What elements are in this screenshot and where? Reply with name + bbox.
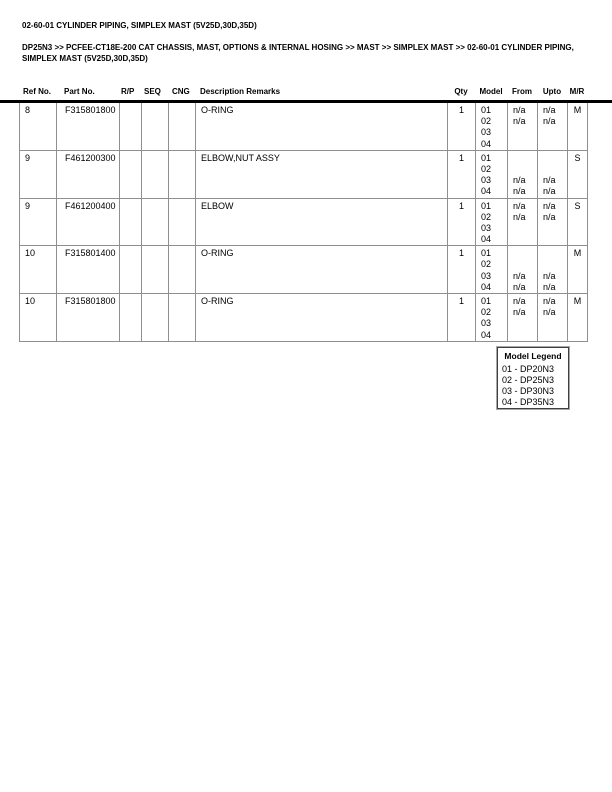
upto-line xyxy=(543,259,565,270)
model-line: 02 xyxy=(481,163,492,174)
from-line xyxy=(513,164,535,175)
rp-cell xyxy=(120,198,142,246)
from-line: n/a xyxy=(513,105,526,115)
upto-line xyxy=(543,223,565,234)
model-line: 02 xyxy=(481,259,492,270)
qty-cell: 1 xyxy=(448,150,476,198)
legend-item: 01 - DP20N3 xyxy=(502,364,555,374)
upto-line: n/a xyxy=(543,211,556,222)
model-legend xyxy=(497,347,569,409)
upto-line xyxy=(543,164,565,175)
upto-line xyxy=(543,248,565,259)
upto-line: n/a xyxy=(543,307,556,318)
upto-cell xyxy=(538,294,568,342)
table-row xyxy=(20,246,588,294)
header-from: From xyxy=(512,87,532,96)
mr-cell: M xyxy=(568,246,588,294)
model-line: 03 xyxy=(481,270,492,281)
seq-cell xyxy=(142,198,169,246)
from-line xyxy=(513,139,535,150)
header-part-no: Part No. xyxy=(64,87,95,96)
breadcrumb: DP25N3 >> PCFEE-CT18E-200 CAT CHASSIS, MAST, OPTIONS & INTERNAL HOSING >> MAST >> SIMPLEX MAST >> 02-60-01 CYLINDER PIPING, SIMPLEX MAST (5V25D,30D,35D) xyxy=(22,43,574,63)
from-line: n/a xyxy=(513,186,526,197)
from-cell xyxy=(508,103,538,150)
upto-line: n/a xyxy=(543,105,556,115)
table-row xyxy=(20,150,588,198)
table-header-row xyxy=(19,87,587,96)
from-cell xyxy=(508,198,538,246)
mr-cell: S xyxy=(568,198,588,246)
ref-no-cell: 9 xyxy=(20,150,57,198)
from-line: n/a xyxy=(513,281,526,292)
part-no-cell: F315801800 xyxy=(57,294,120,342)
mr-cell: M xyxy=(568,294,588,342)
upto-line: n/a xyxy=(543,116,556,127)
table-row xyxy=(20,103,588,150)
seq-cell xyxy=(142,103,169,150)
from-line xyxy=(513,318,535,329)
model-line: 03 xyxy=(481,127,492,138)
from-cell xyxy=(508,246,538,294)
upto-line xyxy=(543,127,565,138)
model-line: 01 xyxy=(481,296,492,306)
model-line: 04 xyxy=(481,234,492,245)
upto-line xyxy=(543,234,565,245)
cng-cell xyxy=(169,294,196,342)
from-line xyxy=(513,127,535,138)
qty-cell: 1 xyxy=(448,198,476,246)
qty-cell: 1 xyxy=(448,246,476,294)
table-row xyxy=(20,198,588,246)
part-no-cell: F315801800 xyxy=(57,103,120,150)
cng-cell xyxy=(169,150,196,198)
upto-cell xyxy=(538,103,568,150)
model-line: 01 xyxy=(481,105,492,115)
legend-item: 02 - DP25N3 xyxy=(502,375,555,385)
header-upto: Upto xyxy=(542,87,562,96)
rp-cell xyxy=(120,103,142,150)
header-model: Model xyxy=(479,87,503,96)
upto-line: n/a xyxy=(543,270,556,281)
header-mr: M/R xyxy=(569,87,585,96)
model-cell xyxy=(476,246,508,294)
description-cell: O-RING xyxy=(196,294,448,342)
upto-line: n/a xyxy=(543,200,556,211)
model-line: 01 xyxy=(481,248,492,259)
description-cell: ELBOW xyxy=(196,198,448,246)
seq-cell xyxy=(142,246,169,294)
ref-no-cell: 10 xyxy=(20,294,57,342)
ref-no-cell: 9 xyxy=(20,198,57,246)
qty-cell: 1 xyxy=(448,103,476,150)
ref-no-cell: 10 xyxy=(20,246,57,294)
description-cell: O-RING xyxy=(196,246,448,294)
upto-line: n/a xyxy=(543,175,556,186)
model-line: 03 xyxy=(481,318,492,329)
from-line: n/a xyxy=(513,200,526,211)
from-line xyxy=(513,330,535,341)
from-line xyxy=(513,223,535,234)
header-qty: Qty xyxy=(454,87,468,96)
model-line: 01 xyxy=(481,152,492,163)
model-line: 04 xyxy=(481,186,492,197)
cng-cell xyxy=(169,103,196,150)
description-cell: ELBOW,NUT ASSY xyxy=(196,150,448,198)
parts-table xyxy=(19,103,588,342)
from-line xyxy=(513,259,535,270)
model-cell xyxy=(476,294,508,342)
upto-line xyxy=(543,330,565,341)
from-line: n/a xyxy=(513,211,526,222)
ref-no-cell: 8 xyxy=(20,103,57,150)
upto-line xyxy=(543,153,565,164)
from-cell xyxy=(508,150,538,198)
upto-line: n/a xyxy=(543,296,556,306)
rp-cell xyxy=(120,294,142,342)
from-line: n/a xyxy=(513,270,526,281)
from-cell xyxy=(508,294,538,342)
seq-cell xyxy=(142,294,169,342)
upto-line xyxy=(543,139,565,150)
from-line xyxy=(513,234,535,245)
model-line: 04 xyxy=(481,329,492,340)
from-line: n/a xyxy=(513,307,526,318)
header-description: Description Remarks xyxy=(200,87,281,96)
header-ref-no: Ref No. xyxy=(23,87,51,96)
rp-cell xyxy=(120,246,142,294)
model-line: 04 xyxy=(481,138,492,149)
model-line: 04 xyxy=(481,281,492,292)
model-cell xyxy=(476,150,508,198)
mr-cell: M xyxy=(568,103,588,150)
upto-line: n/a xyxy=(543,186,556,197)
from-line: n/a xyxy=(513,116,526,127)
model-line: 03 xyxy=(481,222,492,233)
from-line: n/a xyxy=(513,175,526,186)
seq-cell xyxy=(142,150,169,198)
mr-cell: S xyxy=(568,150,588,198)
from-line xyxy=(513,153,535,164)
model-cell xyxy=(476,103,508,150)
model-cell xyxy=(476,198,508,246)
model-line: 01 xyxy=(481,200,492,211)
upto-cell xyxy=(538,198,568,246)
model-line: 03 xyxy=(481,175,492,186)
upto-cell xyxy=(538,150,568,198)
legend-item: 04 - DP35N3 xyxy=(502,397,555,407)
table-row xyxy=(20,294,588,342)
model-line: 02 xyxy=(481,211,492,222)
page-title: 02-60-01 CYLINDER PIPING, SIMPLEX MAST (5V25D,30D,35D) xyxy=(22,21,257,30)
legend-item: 03 - DP30N3 xyxy=(502,386,555,396)
model-legend-title: Model Legend xyxy=(504,351,562,361)
header-seq: SEQ xyxy=(144,87,161,96)
from-line xyxy=(513,248,535,259)
cng-cell xyxy=(169,198,196,246)
cng-cell xyxy=(169,246,196,294)
qty-cell: 1 xyxy=(448,294,476,342)
part-no-cell: F461200400 xyxy=(57,198,120,246)
model-legend-items xyxy=(498,364,568,408)
part-no-cell: F461200300 xyxy=(57,150,120,198)
header-rp: R/P xyxy=(121,87,135,96)
model-line: 02 xyxy=(481,307,492,318)
model-line: 02 xyxy=(481,116,492,127)
upto-cell xyxy=(538,246,568,294)
part-no-cell: F315801400 xyxy=(57,246,120,294)
description-cell: O-RING xyxy=(196,103,448,150)
rp-cell xyxy=(120,150,142,198)
upto-line: n/a xyxy=(543,281,556,292)
from-line: n/a xyxy=(513,296,526,306)
header-cng: CNG xyxy=(172,87,190,96)
upto-line xyxy=(543,318,565,329)
